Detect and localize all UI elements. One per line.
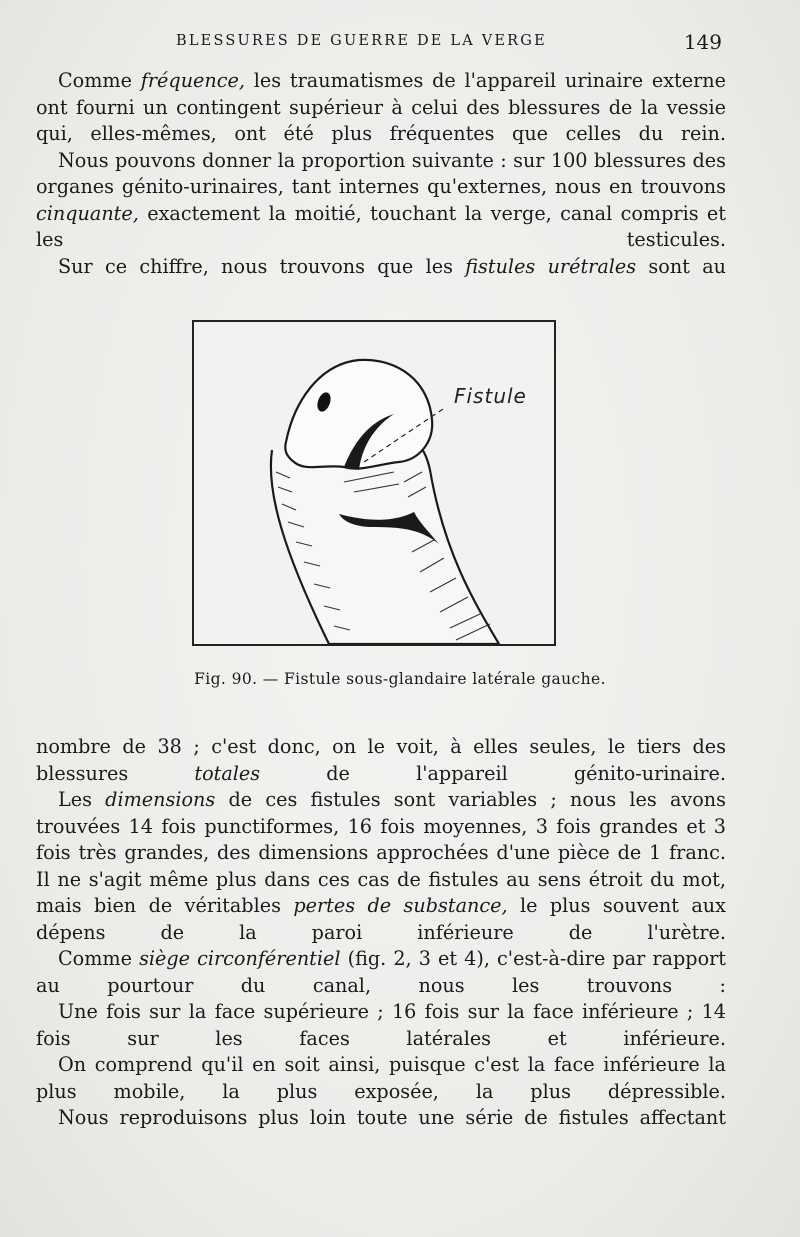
paragraph: On comprend qu'il en soit ainsi, puisque c'est la face inférieure la plus mobile, la plus exposée, la plus dépressible. [36,1053,726,1103]
running-head [36,30,722,54]
paragraph: nombre de 38 ; c'est donc, on le voit, à elles seules, le tiers des blessures totales de l'appareil génito-urinaire. [36,735,726,785]
figure-label-fistule: Fistule [454,384,527,408]
paragraph: Comme fréquence, les traumatismes de l'appareil urinaire externe ont fourni un contingent supérieur à celui des blessures de la vessie qui, elles-mêmes, ont été plus fréquentes que celles du rein. [36,69,727,145]
page-number: 149 [683,30,722,54]
paragraph: Une fois sur la face supérieure ; 16 fois sur la face inférieure ; 14 fois sur les faces latérales et inférieure. [36,1000,726,1050]
text-block-top [36,68,726,280]
paragraph: Nous reproduisons plus loin toute une série de fistules affectant [58,1106,726,1129]
text-block-bottom [36,734,726,1132]
running-title: BLESSURES DE GUERRE DE LA VERGE [176,33,547,49]
figure-caption: Fig. 90. — Fistule sous-glandaire latérale gauche. [194,670,606,688]
paragraph: Comme siège circonférentiel (fig. 2, 3 et 4), c'est-à-dire par rapport au pourtour du canal, nous les trouvons : [36,947,727,997]
paragraph: Les dimensions de ces fistules sont variables ; nous les avons trouvées 14 fois punctiformes, 16 fois moyennes, 3 fois grandes et 3 fois très grandes, des dimensions approchées d'une pièce de 1 franc. Il ne s'agit même plus dans ces cas de fistules au sens étroit du mot, mais bien de véritables pertes de substance, le plus souvent aux dépens de la paroi inférieure de l'urètre. [36,788,726,944]
figure-illustration [192,320,556,646]
paragraph: Sur ce chiffre, nous trouvons que les fistules urétrales sont au [58,254,726,278]
penis-fistula-drawing [194,322,554,644]
paragraph: Nous pouvons donner la proportion suivante : sur 100 blessures des organes génito-urinaires, tant internes qu'externes, nous en trouvons cinquante, exactement la moitié, touchant la verge, canal compris et les testicules. [36,148,726,251]
